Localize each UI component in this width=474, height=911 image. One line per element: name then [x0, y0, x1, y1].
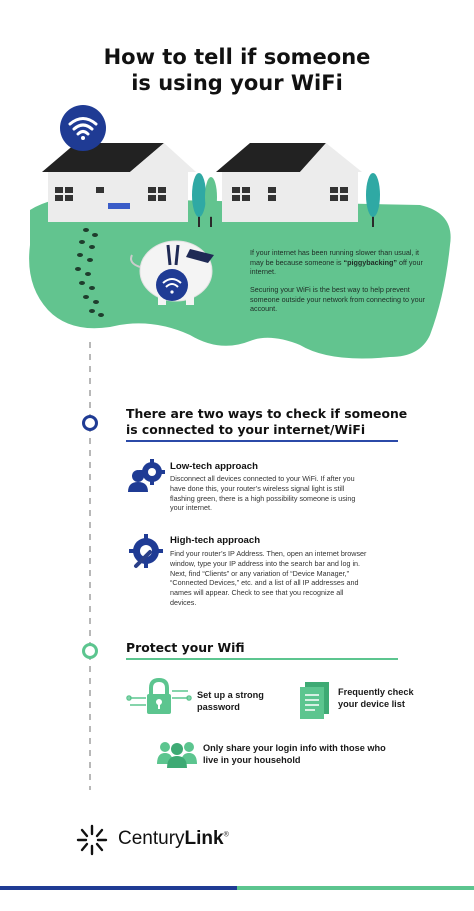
- tip-share-login: Only share your login info with those who live in your household: [203, 743, 386, 765]
- ways-divider: [126, 440, 398, 442]
- centurylink-logo-icon: [75, 823, 109, 857]
- brand-name-bold: Link: [184, 828, 224, 849]
- hero-illustration: [0, 95, 474, 365]
- timeline-marker-ways: [82, 415, 98, 431]
- ways-heading-line-1: There are two ways to check if someone: [126, 406, 408, 421]
- high-tech-title: High-tech approach: [170, 535, 261, 546]
- timeline-marker-protect: [82, 643, 98, 659]
- brand-wordmark: [118, 828, 229, 850]
- title-line-1: How to tell if someone: [103, 45, 371, 69]
- brand-name-regular: Century: [118, 828, 185, 849]
- timeline-dashed-line: [89, 342, 91, 790]
- user-gear-icon: [126, 458, 166, 494]
- hero-paragraph-1-end: off your internet.: [250, 257, 423, 277]
- ways-heading-line-2: is connected to your internet/WiFi: [126, 422, 366, 437]
- ways-heading: [126, 406, 416, 438]
- hero-paragraph-securing: Securing your WiFi is the best way to help prevent someone outside your network from connecting to your account.: [250, 285, 425, 314]
- house-left: [42, 143, 196, 222]
- wrench-gear-icon: [126, 532, 166, 570]
- protect-divider: [126, 658, 398, 660]
- hero-paragraph-piggyback: [250, 248, 425, 277]
- tip-password: Set up a strong password: [197, 690, 264, 712]
- low-tech-body: Disconnect all devices connected to your WiFi. If after you have done this, your router’s wireless signal light is still flashing green, there is a high possibility someone is using your internet.: [170, 474, 356, 513]
- document-list-icon: [300, 682, 330, 720]
- footer-color-bar: [0, 886, 474, 890]
- protect-heading: Protect your Wifi: [126, 640, 245, 655]
- wifi-icon: [60, 105, 106, 151]
- footer-bar-navy: [0, 886, 237, 890]
- low-tech-title: Low-tech approach: [170, 461, 258, 472]
- brand-registered-mark: ®: [223, 831, 229, 839]
- house-right: [216, 143, 380, 227]
- page-title: [0, 44, 474, 96]
- tip-device-list: Frequently check your device list: [338, 687, 414, 709]
- group-icon: [157, 740, 197, 768]
- hero-piggybacking-emphasis: “piggybacking”: [343, 257, 398, 267]
- hero-paragraph-1-start: If your internet has been running slower than usual, it may be because someone is: [250, 248, 420, 267]
- title-line-2: is using your WiFi: [131, 71, 343, 95]
- high-tech-body: Find your router’s IP Address. Then, open an internet browser window, type your IP address into the search bar and log in. Next, find “Clients” or any variation of “Device Manager,” “Connected Devices,” etc. and a list of all IP addresses and names will appear. Check to see that you recognize all devices.: [170, 549, 367, 607]
- padlock-icon: [126, 678, 192, 718]
- footer-bar-green: [237, 886, 474, 890]
